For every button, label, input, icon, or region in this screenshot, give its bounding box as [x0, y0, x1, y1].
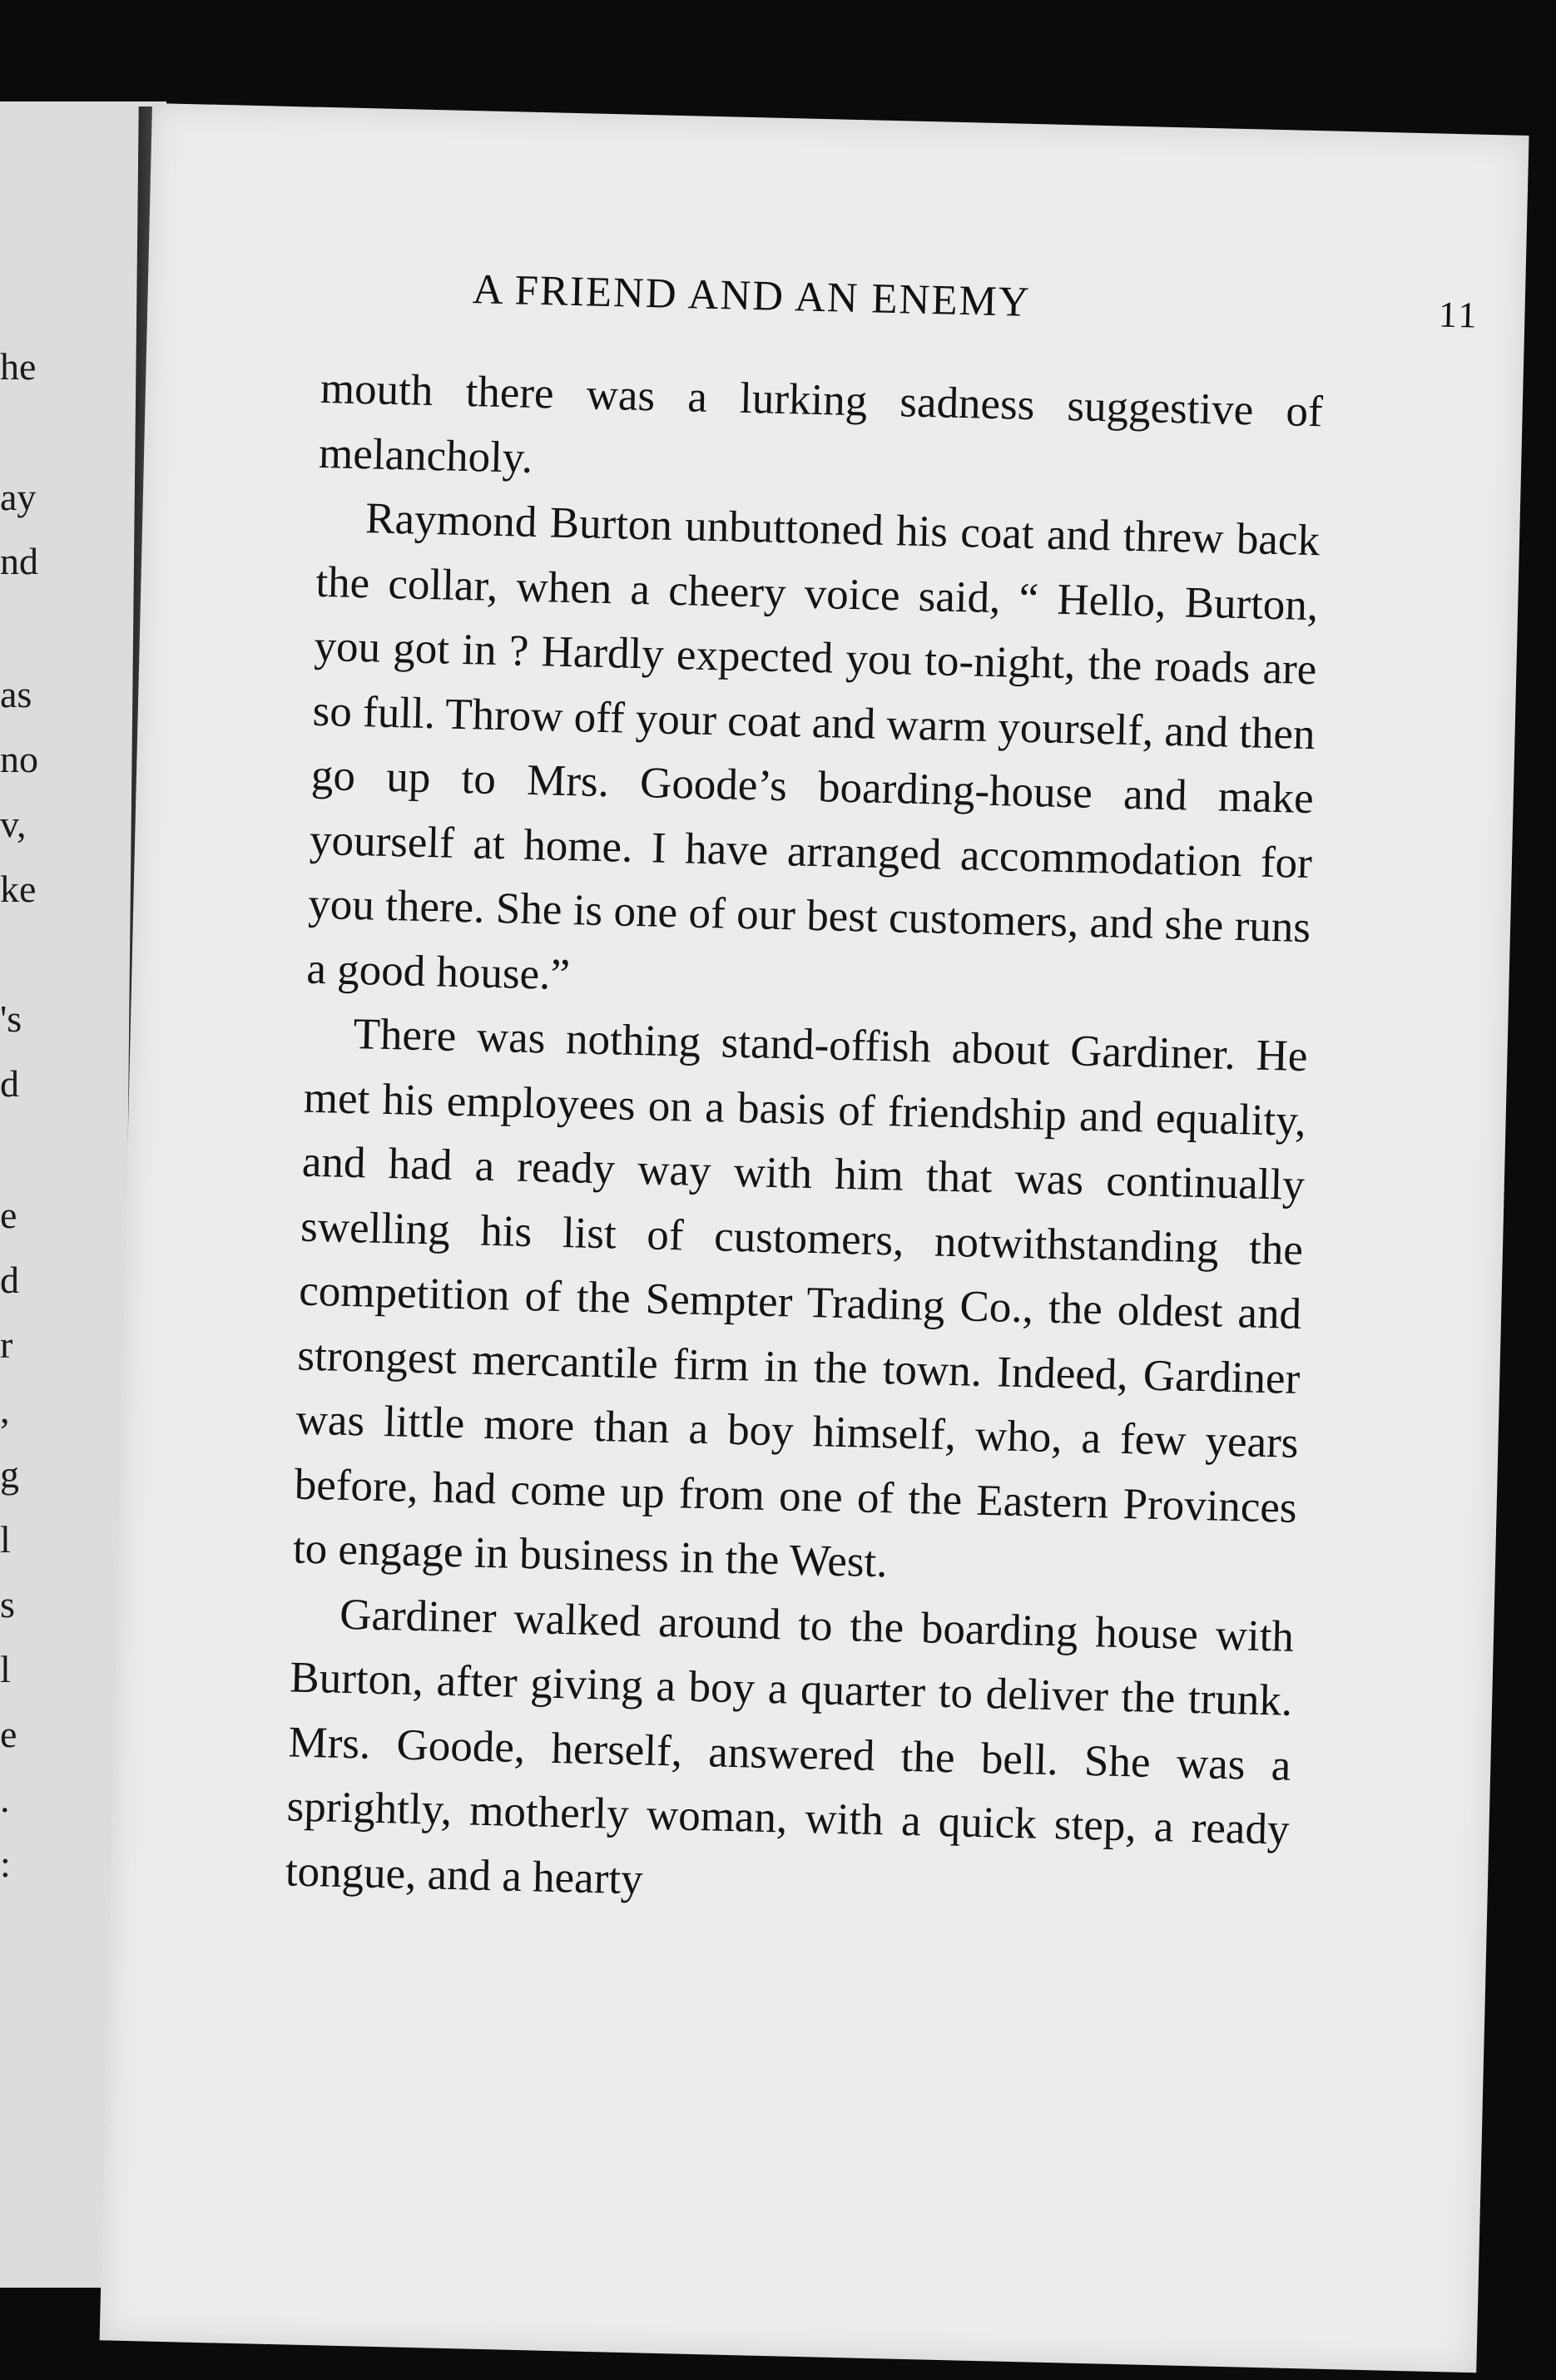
left-page-fragment: r	[0, 1324, 13, 1366]
left-page-fragment: l	[0, 1518, 11, 1561]
body-text	[285, 357, 1323, 1927]
left-page-fragment: d	[0, 1259, 19, 1301]
running-head: A FRIEND AND AN ENEMY	[472, 266, 1032, 326]
left-page-fragment: l	[0, 1648, 11, 1690]
left-page-fragment: nd	[0, 540, 38, 582]
left-page-fragment: s	[0, 1583, 15, 1625]
left-page-fragment: :	[0, 1843, 11, 1885]
left-page-fragment: he	[0, 345, 37, 388]
left-page-fragment: ay	[0, 476, 37, 518]
paragraph: Gardiner walked around to the boarding house with Burton, after giving a boy a quarter to deliver the trunk. Mrs. Goode, herself, answered the bell. She was a sprightly, motherly woman, with a quick step, a ready tongue, and a hearty	[285, 1590, 1295, 1903]
paragraph: Raymond Burton unbuttoned his coat and threw back the collar, when a cheery voice said, “ Hello, Burton, you got in ? Hardly expected you to-night, the roads are so full. Throw off your coat and warm yourself, and then go up to Mrs. Goode’s boarding-house and make yourself at home. I have arranged accommodation for you there. She is one of our best customers, and she runs a good house.”	[305, 494, 1321, 999]
page-number: 11	[1438, 294, 1480, 336]
left-page-fragment: v,	[0, 803, 27, 845]
left-page-fragment: ,	[0, 1388, 10, 1431]
left-page-fragment: e	[0, 1194, 17, 1236]
paragraph: There was nothing stand-offish about Gardiner. He met his employees on a basis of friendship and equality, and had a ready way with him that was continually swelling his list of customers, notwithstanding the competition of the Sempter Trading Co., the oldest and strongest mercantile firm in the town. Indeed, Gardiner was little more than a boy himself, who, a few years before, had come up from one of the Eastern Provinces to engage in business in the West.	[292, 1010, 1309, 1587]
left-page-fragment: .	[0, 1778, 10, 1820]
page-header	[472, 265, 1479, 347]
left-page-fragment: d	[0, 1062, 19, 1105]
left-page-fragment: e	[0, 1713, 17, 1755]
right-page	[100, 103, 1529, 2373]
left-page-fragment: as	[0, 673, 32, 715]
left-page-fragment: g	[0, 1453, 19, 1496]
left-page-fragment: 's	[0, 997, 22, 1040]
left-page-fragment: no	[0, 738, 38, 780]
paragraph: mouth there was a lurking sadness suggestive of melancholy.	[318, 364, 1324, 482]
left-page-fragment: ke	[0, 868, 37, 910]
